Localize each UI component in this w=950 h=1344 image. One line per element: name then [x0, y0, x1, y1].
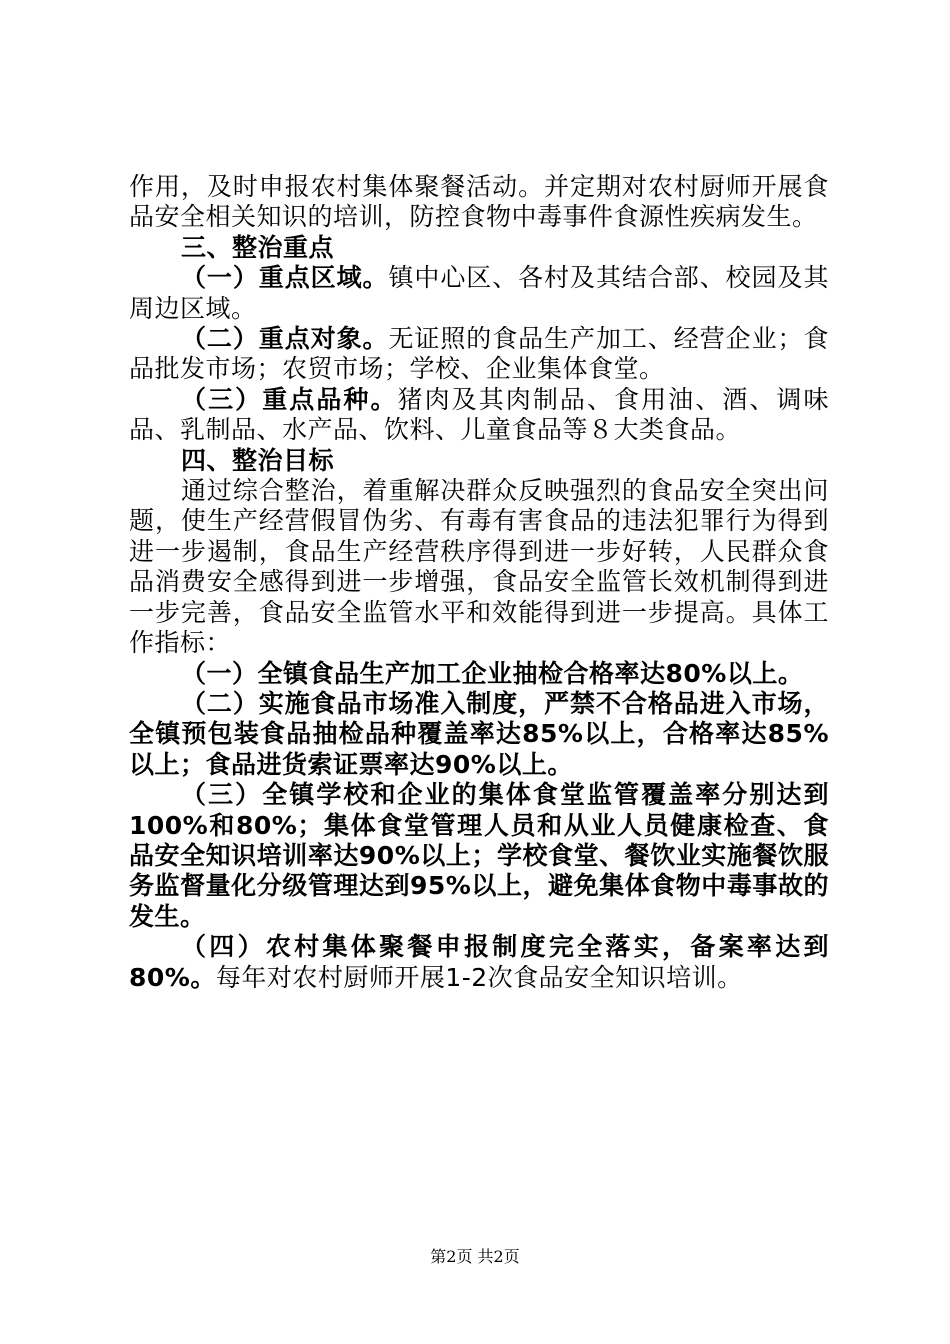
paragraph-continuation [129, 172, 829, 233]
paragraph-text: 每年对农村厨师开展1-2次食品安全知识培训。 [215, 962, 743, 992]
paragraph-target-3 [129, 780, 829, 932]
paragraph-text: 作用，及时申报农村集体聚餐活动。并定期对农村厨师开展食品安全相关知识的培训，防控食物中毒事件食源性疾病发生。 [129, 172, 829, 232]
paragraph-target-2 [129, 689, 829, 780]
paragraph-key-varieties [129, 385, 829, 446]
paragraph-key-area [129, 263, 829, 324]
paragraph-target-4 [129, 932, 829, 993]
paragraph-lead: （三）重点品种。 [181, 384, 398, 414]
section-heading-text: 四、整治目标 [181, 445, 335, 475]
page-footer: 第2页 共2页 [430, 1247, 520, 1266]
paragraph-text: 无证照的食品生产加工、经营企业；食品批发市场；农贸市场；学校、企业集体食堂。 [129, 324, 829, 384]
paragraph-text: 猪肉及其肉制品、食用油、酒、调味品、乳制品、水产品、饮料、儿童食品等８大类食品。 [129, 384, 829, 445]
document-body [129, 172, 829, 993]
paragraph-target-1 [129, 659, 829, 689]
section-heading-key-points [129, 233, 829, 263]
paragraph-lead: （一）重点区域。 [181, 263, 389, 293]
paragraph-lead: （一）全镇食品生产加工企业抽检合格率达80%以上。 [181, 658, 804, 688]
paragraph-lead: （三）全镇学校和企业的集体食堂监管覆盖率分别达到100%和80%；集体食堂管理人员和从业人员健康检查、食品安全知识培训率达90%以上；学校食堂、餐饮业实施餐饮服务监督量化分级管理达到95%以上，避免集体食物中毒事故的发生。 [129, 780, 829, 931]
paragraph-text: 通过综合整治，着重解决群众反映强烈的食品安全突出问题，使生产经营假冒伪劣、有毒有害食品的违法犯罪行为得到进一步遏制，食品生产经营秩序得到进一步好转，人民群众食品消费安全感得到进一步增强，食品安全监管长效机制得到进一步完善，食品安全监管水平和效能得到进一步提高。具体工作指标： [129, 476, 829, 658]
paragraph-lead: （四）农村集体聚餐申报制度完全落实，备案率达到80%。 [129, 932, 829, 992]
section-heading-goals [129, 446, 829, 476]
section-heading-text: 三、整治重点 [181, 232, 335, 262]
paragraph-key-targets [129, 324, 829, 385]
paragraph-goals-intro [129, 476, 829, 658]
paragraph-lead: （二）实施食品市场准入制度，严禁不合格品进入市场，全镇预包装食品抽检品种覆盖率达85%以上，合格率达85%以上；食品进货索证票率达90%以上。 [129, 688, 829, 779]
paragraph-lead: （二）重点对象。 [181, 324, 389, 354]
paragraph-text: 镇中心区、各村及其结合部、校园及其周边区域。 [129, 263, 829, 323]
